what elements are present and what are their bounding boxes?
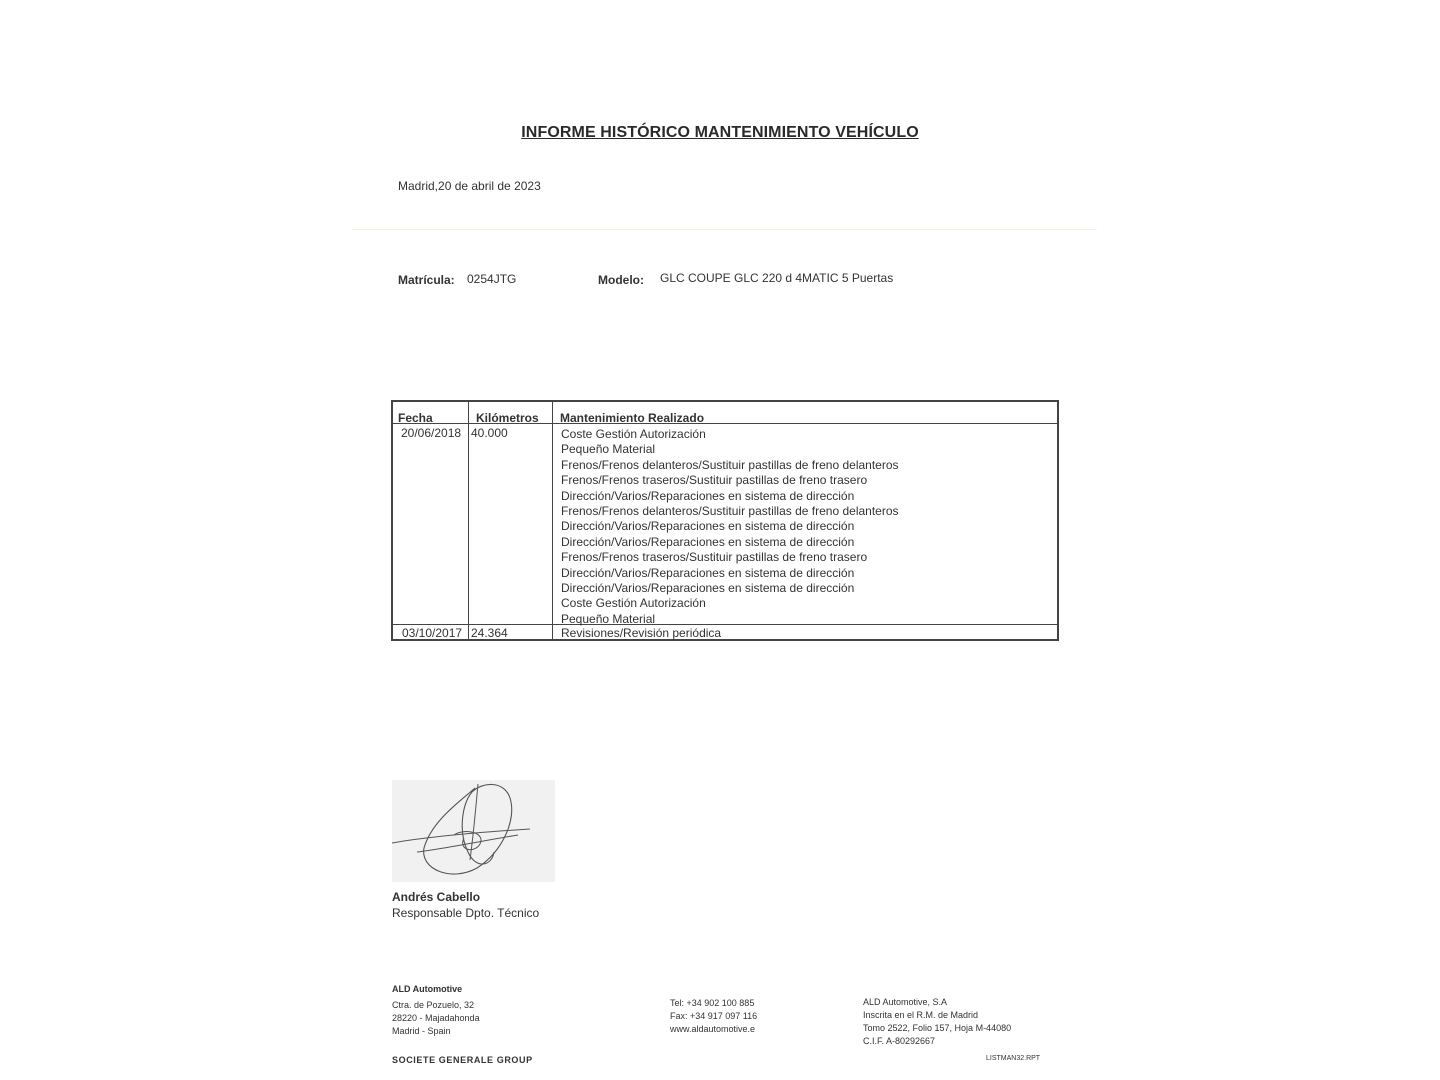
footer-legal-block — [863, 996, 1011, 1048]
signature-image — [392, 780, 555, 882]
footer-group-name: SOCIETE GENERALE GROUP — [392, 1055, 533, 1065]
header-fecha: Fecha — [398, 411, 433, 425]
footer-legal-line: C.I.F. A-80292667 — [863, 1036, 936, 1046]
model-value: GLC COUPE GLC 220 d 4MATIC 5 Puertas — [660, 271, 894, 285]
model-label: Modelo: — [598, 273, 644, 287]
footer-legal-line: Inscrita en el R.M. de Madrid — [863, 1010, 979, 1020]
row-2-km: 24.364 — [471, 626, 508, 640]
list-item: Coste Gestión Autorización — [561, 596, 706, 611]
column-divider — [468, 402, 469, 639]
footer-fax: Fax: +34 917 097 116 — [670, 1011, 758, 1021]
list-item: Frenos/Frenos traseros/Sustituir pastillas de freno trasero — [561, 473, 868, 488]
divider — [352, 229, 1097, 230]
list-item: Pequeño Material — [561, 611, 656, 626]
footer-address-line: Ctra. de Pozuelo, 32 — [392, 1000, 475, 1010]
document-title: INFORME HISTÓRICO MANTENIMIENTO VEHÍCULO — [521, 124, 919, 141]
list-item: Dirección/Varios/Reparaciones en sistema de dirección — [561, 488, 855, 503]
list-item: Frenos/Frenos delanteros/Sustituir pastillas de freno delanteros — [561, 504, 899, 519]
list-item: Pequeño Material — [561, 442, 656, 457]
row-1-items — [561, 427, 899, 627]
footer-phone: Tel: +34 902 100 885 — [670, 998, 755, 1008]
row-2-date: 03/10/2017 — [402, 626, 463, 640]
header-kilometros: Kilómetros — [476, 411, 539, 425]
footer-contact-block — [670, 997, 757, 1036]
list-item: Dirección/Varios/Reparaciones en sistema de dirección — [561, 519, 855, 534]
footer-doc-code: LISTMAN32.RPT — [986, 1055, 1041, 1062]
footer-website: www.aldautomotive.e — [670, 1024, 756, 1034]
row-2-item: Revisiones/Revisión periódica — [561, 626, 722, 640]
footer-address-line: 28220 - Majadahonda — [392, 1013, 480, 1023]
signature-scribble-icon — [392, 780, 555, 882]
footer-address-line: Madrid - Spain — [392, 1026, 451, 1036]
footer-legal-line: Tomo 2522, Folio 157, Hoja M-44080 — [863, 1023, 1012, 1033]
date-line: Madrid,20 de abril de 2023 — [398, 179, 541, 193]
signer-role: Responsable Dpto. Técnico — [392, 906, 540, 920]
list-item: Coste Gestión Autorización — [561, 427, 706, 441]
list-item: Dirección/Varios/Reparaciones en sistema de dirección — [561, 581, 855, 596]
maintenance-table — [391, 400, 1059, 641]
plate-label: Matrícula: — [398, 273, 455, 287]
signer-name: Andrés Cabello — [392, 890, 481, 904]
list-item: Dirección/Varios/Reparaciones en sistema de dirección — [561, 565, 855, 580]
row-1-km: 40.000 — [471, 426, 508, 440]
list-item: Frenos/Frenos traseros/Sustituir pastillas de freno trasero — [561, 550, 868, 565]
list-item: Frenos/Frenos delanteros/Sustituir pastillas de freno delanteros — [561, 457, 899, 472]
row-1-date: 20/06/2018 — [401, 426, 462, 440]
column-divider — [552, 402, 553, 639]
plate-value: 0254JTG — [467, 272, 517, 286]
header-mantenimiento: Mantenimiento Realizado — [560, 411, 705, 425]
footer-company-block — [392, 983, 480, 1038]
footer-legal-line: ALD Automotive, S.A — [863, 997, 948, 1007]
list-item: Dirección/Varios/Reparaciones en sistema de dirección — [561, 534, 855, 549]
footer-company: ALD Automotive — [392, 984, 463, 994]
